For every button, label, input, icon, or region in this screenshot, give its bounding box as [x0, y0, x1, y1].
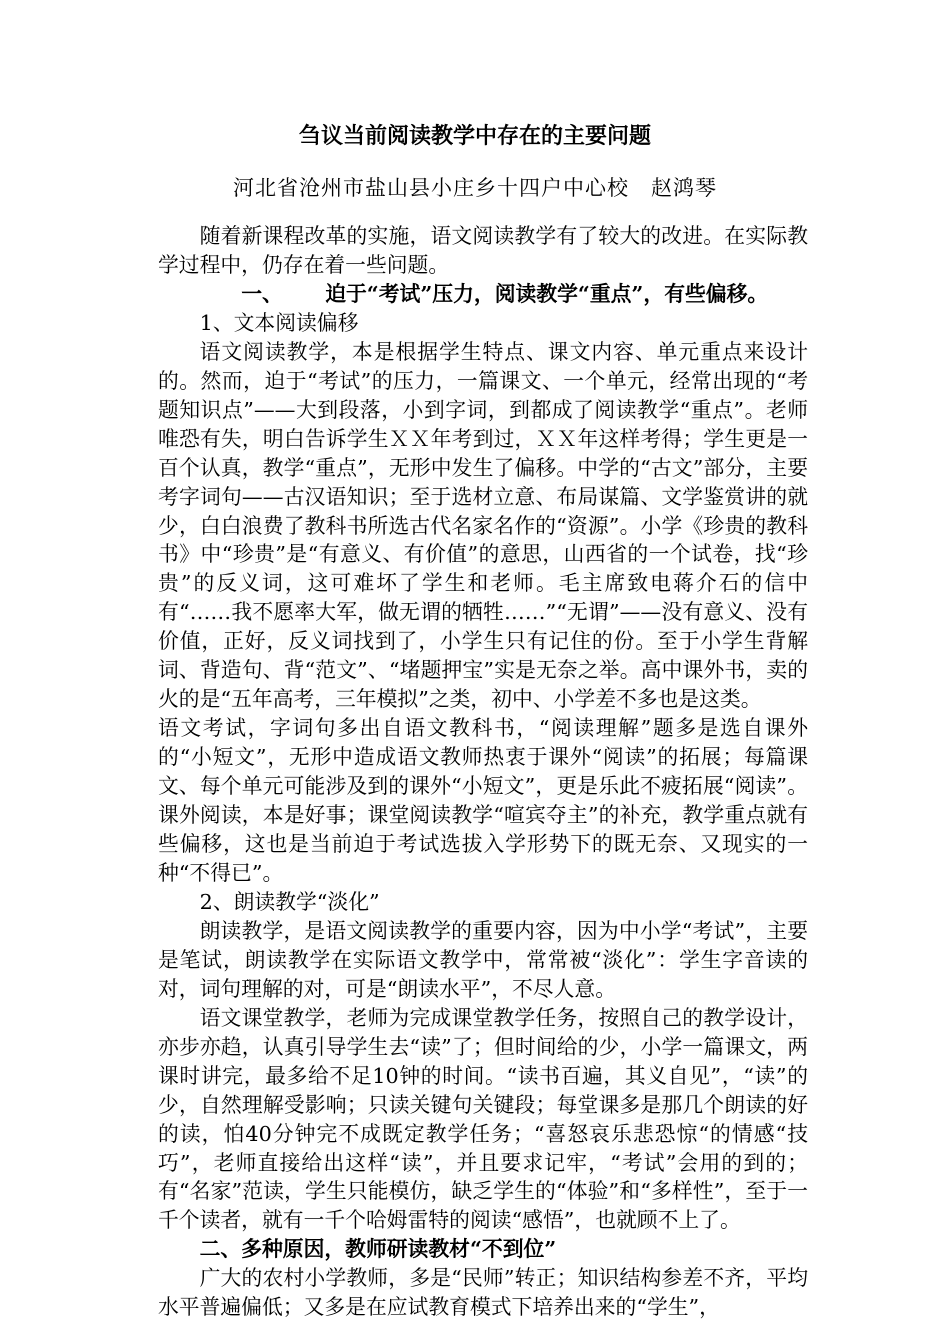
subsection-1-paragraph-1: 语文阅读教学，本是根据学生特点、课文内容、单元重点来设计的。然而，迫于“考试”的压力，一篇课文、一个单元，经常出现的“考题知识点”——大到段落，小到字词，到都成了阅读教学“重点”。老师唯恐有失，明白告诉学生ＸＸ年考到过，ＸＸ年这样考得；学生更是一百个认真，教学“重点”，无形中发生了偏移。中学的“古文”部分，主要考字词句——古汉语知识；至于选材立意、布局谋篇、文学鉴赏讲的就少，白白浪费了教科书所选古代名家名作的“资源”。小学《珍贵的教科书》中“珍贵”是“有意义、有价值”的意思，山西省的一个试卷，找“珍贵”的反义词，这可难坏了学生和老师。毛主席致电蒋介石的信中有“……我不愿率大军，做无谓的牺牲……”“无谓”——没有意义、没有价值，正好，反义词找到了，小学生只有记住的份。至于小学生背解词、背造句、背“范文”、“堵题押宝”实是无奈之举。高中课外书，卖的火的是“五年高考，三年模拟”之类，初中、小学差不多也是这类。 — [158, 339, 808, 712]
subsection-1-title: 1、文本阅读偏移 — [199, 310, 359, 335]
section-1-heading-text: 迫于“考试”压力，阅读教学“重点”，有些偏移。 — [325, 280, 769, 306]
subsection-2-paragraph-2: 语文课堂教学，老师为完成课堂教学任务，按照自己的教学设计，亦步亦趋，认真引导学生去“读”了；但时间给的少，小学一篇课文，两课时讲完，最多给不足10钟的时间。“读书百遍，其义自见”，“读”的少，自然理解受影响；只读关键句关键段；每堂课多是那几个朗读的好的读，怕40分钟完不成既定教学任务；“喜怒哀乐悲恐惊“的情感“技巧”，老师直接给出这样“读”，并且要求记牢，“考试”会用的到的；有“名家”范读，学生只能模仿，缺乏学生的“体验”和“多样性”，至于一千个读者，就有一千个哈姆雷特的阅读“感悟”，也就顾不上了。 — [158, 1005, 808, 1233]
author-line: 河北省沧州市盐山县小庄乡十四户中心校 赵鸿琴 — [233, 176, 717, 200]
subsection-2-title: 2、朗读教学“淡化” — [199, 889, 380, 914]
intro-paragraph: 随着新课程改革的实施，语文阅读教学有了较大的改进。在实际教学过程中，仍存在着一些问题。 — [158, 224, 808, 277]
section-2-paragraph-1: 广大的农村小学教师，多是“民师”转正；知识结构参差不齐，平均水平普遍偏低；又多是在应试教育模式下培养出来的“学生”， — [158, 1266, 808, 1320]
section-2-heading: 二、多种原因，教师研读教材“不到位” — [199, 1236, 557, 1262]
subsection-1-paragraph-2: 语文考试，字词句多出自语文教科书，“阅读理解”题多是选自课外的“小短文”，无形中造成语文教师热衷于课外“阅读”的拓展；每篇课文、每个单元可能涉及到的课外“小短文”，更是乐此不疲拓展“阅读”。课外阅读，本是好事；课堂阅读教学“喧宾夺主”的补充，教学重点就有些偏移，这也是当前迫于考试选拔入学形势下的既无奈、又现实的一种“不得已”。 — [158, 716, 808, 885]
subsection-2-paragraph-1: 朗读教学，是语文阅读教学的重要内容，因为中小学“考试”，主要是笔试，朗读教学在实际语文教学中，常常被“淡化”：学生字音读的对，词句理解的对，可是“朗读水平”，不尽人意。 — [158, 918, 808, 1001]
document-body — [158, 222, 808, 1322]
section-1-heading — [158, 280, 808, 309]
page-title: 刍议当前阅读教学中存在的主要问题 — [298, 124, 651, 149]
section-1-number: 一、 — [241, 280, 283, 306]
